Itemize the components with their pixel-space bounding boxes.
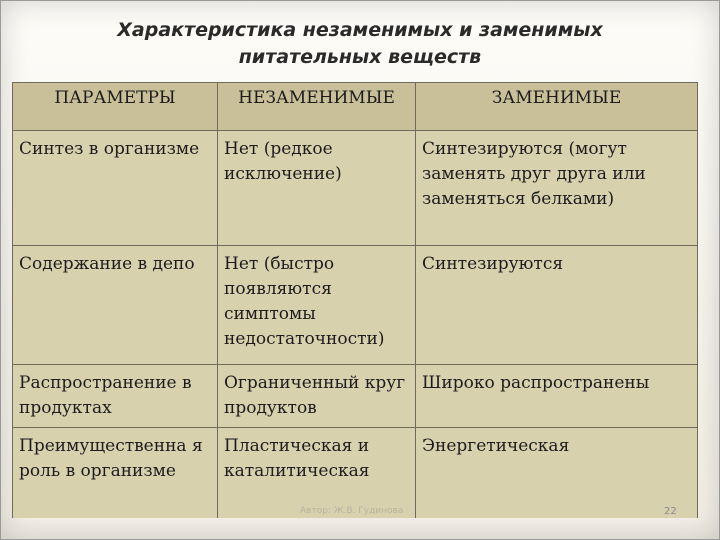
cell-nonessential: Синтезируются (могут заменять друг друга или заменяться белками) (416, 131, 698, 246)
cell-essential: Нет (быстро появляются симптомы недостаточности) (218, 246, 416, 365)
cell-parameter: Синтез в организме (13, 131, 218, 246)
header-essential: НЕЗАМЕНИМЫЕ (218, 83, 416, 131)
cell-essential: Нет (редкое исключение) (218, 131, 416, 246)
table-row (13, 131, 698, 246)
table-row (13, 246, 698, 365)
cell-essential: Пластическая и каталитическая (218, 428, 416, 519)
cell-parameter: Содержание в депо (13, 246, 218, 365)
cell-nonessential: Синтезируются (416, 246, 698, 365)
cell-nonessential: Широко распространены (416, 365, 698, 428)
table-row (13, 365, 698, 428)
slide-title (0, 17, 720, 71)
header-nonessential: ЗАМЕНИМЫЕ (416, 83, 698, 131)
header-parameters: ПАРАМЕТРЫ (13, 83, 218, 131)
page-number: 22 (664, 506, 677, 517)
title-line-2: питательных веществ (238, 46, 482, 68)
cell-nonessential: Энергетическая (416, 428, 698, 519)
footer-author: Автор: Ж.В. Гудинова (300, 506, 404, 516)
cell-parameter: Преимущественна я роль в организме (13, 428, 218, 519)
table-header-row (13, 83, 698, 131)
title-line-1: Характеристика незаменимых и заменимых (117, 19, 603, 41)
table-row (13, 428, 698, 519)
cell-parameter: Распространение в продуктах (13, 365, 218, 428)
nutrients-table (12, 82, 698, 518)
cell-essential: Ограниченный круг продуктов (218, 365, 416, 428)
